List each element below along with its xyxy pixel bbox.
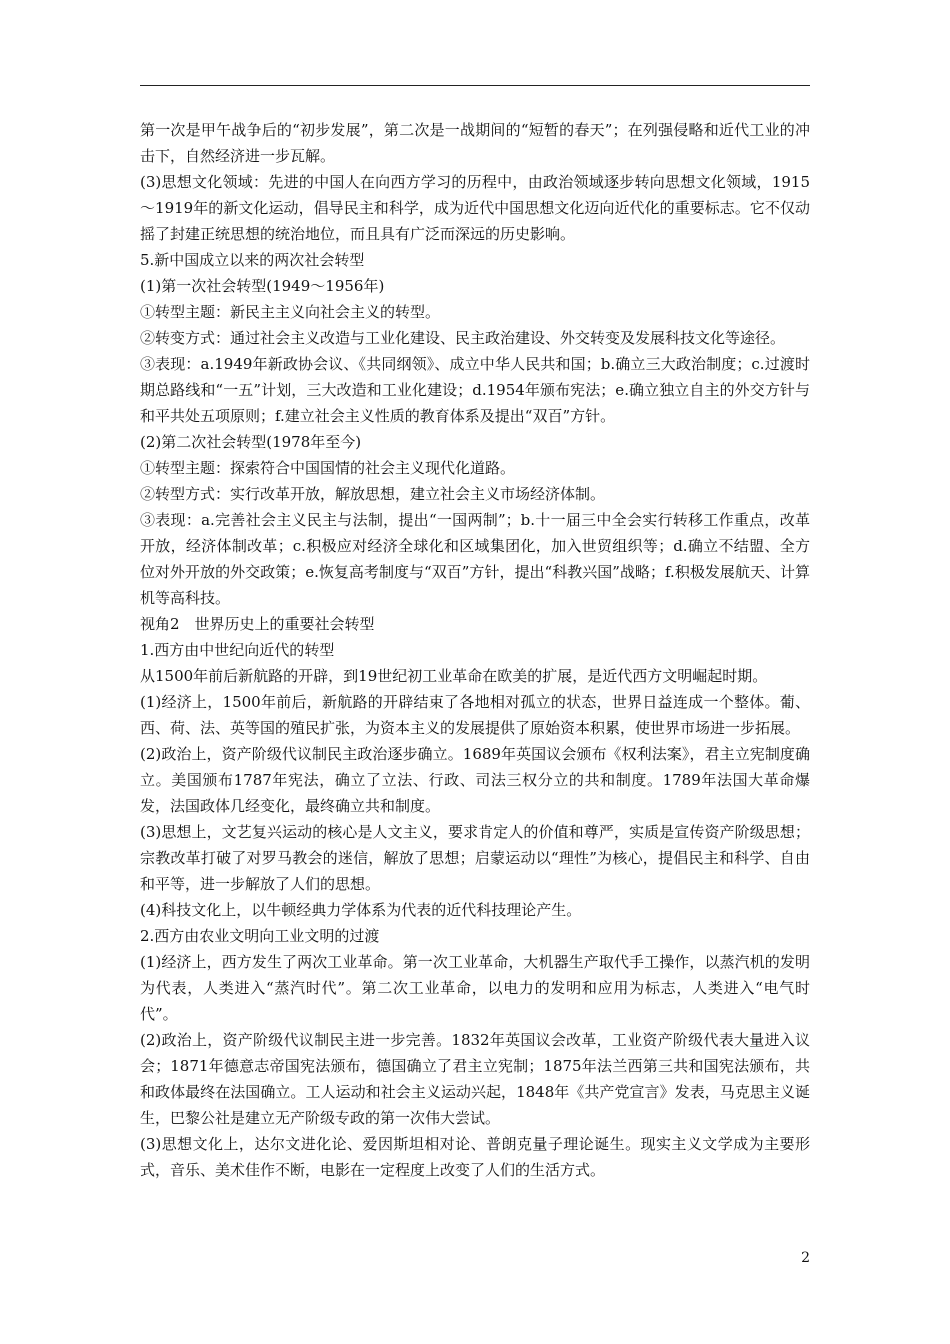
subsection-heading: (2)第二次社会转型(1978年至今) <box>140 433 362 451</box>
paragraph: ③表现：a.1949年新政协会议、《共同纲领》、成立中华人民共和国；b.确立三大政治制度；c.过渡时期总路线和“一五”计划，三大改造和工业化建设；d.1954年颁布宪法；e.确立独立自主的外交方针与和平共处五项原则；f.建立社会主义性质的教育体系及提出“双百”方针。 <box>140 355 810 425</box>
section-heading: 5.新中国成立以来的两次社会转型 <box>140 251 365 269</box>
paragraph: (3)思想上，文艺复兴运动的核心是人文主义，要求肯定人的价值和尊严，实质是宣传资产阶级思想；宗教改革打破了对罗马教会的迷信，解放了思想；启蒙运动以“理性”为核心，提倡民主和科学、自由和平等，进一步解放了人们的思想。 <box>140 823 810 893</box>
document-body <box>140 117 810 1183</box>
section-heading: 1.西方由中世纪向近代的转型 <box>140 641 335 659</box>
page-number: 2 <box>801 1250 810 1266</box>
paragraph: (2)政治上，资产阶级代议制民主政治逐步确立。1689年英国议会颁布《权利法案》，君主立宪制度确立。美国颁布1787年宪法，确立了立法、行政、司法三权分立的共和制度。1789年法国大革命爆发，法国政体几经变化，最终确立共和制度。 <box>140 745 810 815</box>
paragraph: (1)经济上，西方发生了两次工业革命。第一次工业革命，大机器生产取代手工操作，以蒸汽机的发明为代表，人类进入“蒸汽时代”。第二次工业革命，以电力的发明和应用为标志，人类进入“电气时代”。 <box>140 953 810 1023</box>
header-rule <box>140 85 810 86</box>
paragraph: (3)思想文化上，达尔文进化论、爱因斯坦相对论、普朗克量子理论诞生。现实主义文学成为主要形式，音乐、美术佳作不断，电影在一定程度上改变了人们的生活方式。 <box>140 1135 810 1179</box>
paragraph: ②转型方式：实行改革开放，解放思想，建立社会主义市场经济体制。 <box>140 485 606 503</box>
paragraph: 从1500年前后新航路的开辟，到19世纪初工业革命在欧美的扩展，是近代西方文明崛起时期。 <box>140 667 768 685</box>
subsection-heading: (1)第一次社会转型(1949～1956年) <box>140 277 385 295</box>
section-heading: 2.西方由农业文明向工业文明的过渡 <box>140 927 380 945</box>
paragraph: (3)思想文化领域：先进的中国人在向西方学习的历程中，由政治领域逐步转向思想文化领域，1915～1919年的新文化运动，倡导民主和科学，成为近代中国思想文化迈向近代化的重要标志。它不仅动摇了封建正统思想的统治地位，而且具有广泛而深远的历史影响。 <box>140 173 810 243</box>
paragraph: 第一次是甲午战争后的“初步发展”，第二次是一战期间的“短暂的春天”；在列强侵略和近代工业的冲击下，自然经济进一步瓦解。 <box>140 121 810 165</box>
section-heading: 视角2 世界历史上的重要社会转型 <box>140 615 375 633</box>
paragraph: ①转型主题：探索符合中国国情的社会主义现代化道路。 <box>140 459 516 477</box>
paragraph: (4)科技文化上，以牛顿经典力学体系为代表的近代科技理论产生。 <box>140 901 582 919</box>
paragraph: (2)政治上，资产阶级代议制民主进一步完善。1832年英国议会改革，工业资产阶级代表大量进入议会；1871年德意志帝国宪法颁布，德国确立了君主立宪制；1875年法兰西第三共和国宪法颁布，共和政体最终在法国确立。工人运动和社会主义运动兴起，1848年《共产党宣言》发表，马克思主义诞生，巴黎公社是建立无产阶级专政的第一次伟大尝试。 <box>140 1031 810 1127</box>
paragraph: ②转变方式：通过社会主义改造与工业化建设、民主政治建设、外交转变及发展科技文化等途径。 <box>140 329 786 347</box>
paragraph: (1)经济上，1500年前后，新航路的开辟结束了各地相对孤立的状态，世界日益连成一个整体。葡、西、荷、法、英等国的殖民扩张，为资本主义的发展提供了原始资本积累，使世界市场进一步拓展。 <box>140 693 810 737</box>
paragraph: ③表现：a.完善社会主义民主与法制，提出“一国两制”；b.十一届三中全会实行转移工作重点，改革开放，经济体制改革；c.积极应对经济全球化和区域集团化，加入世贸组织等；d.确立不结盟、全方位对外开放的外交政策；e.恢复高考制度与“双百”方针，提出“科教兴国”战略；f.积极发展航天、计算机等高科技。 <box>140 511 810 607</box>
paragraph: ①转型主题：新民主主义向社会主义的转型。 <box>140 303 441 321</box>
